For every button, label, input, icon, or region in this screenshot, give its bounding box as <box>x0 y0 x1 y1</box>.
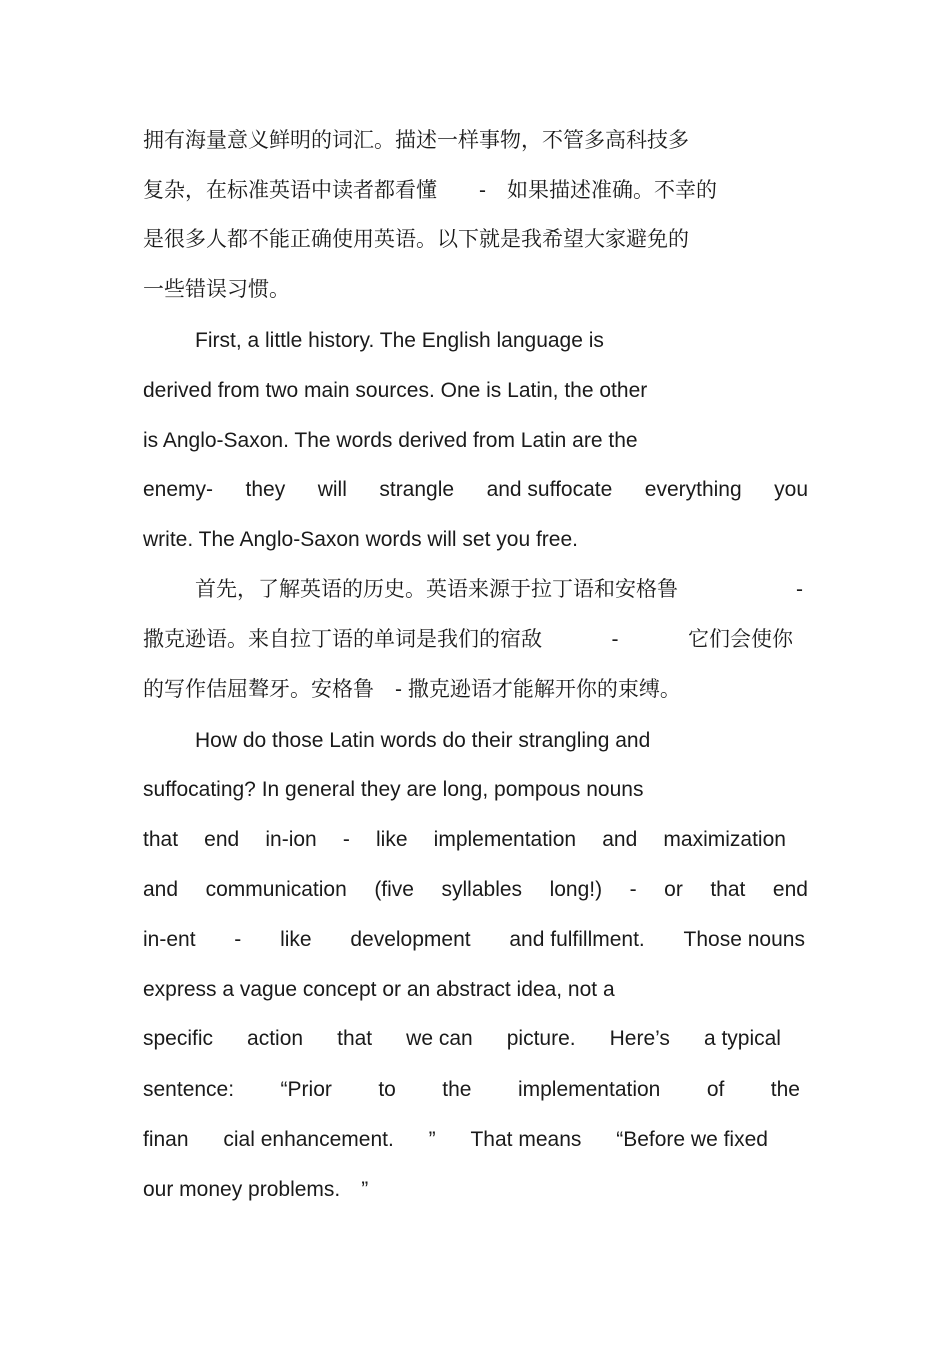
word: 撒克逊语。来自拉丁语的单词是我们的宿敌 <box>143 628 542 651</box>
paragraph-1-line-1: 拥有海量意义鲜明的词汇。描述一样事物，不管多高科技多 <box>143 129 689 152</box>
word: or <box>664 878 683 901</box>
paragraph-2-line-2: derived from two main sources. One is Latin, the other <box>143 379 648 402</box>
word: sentence: <box>143 1078 235 1101</box>
paragraph-4-line-1: How do those Latin words do their strangling and <box>195 729 651 752</box>
word: maximization <box>663 828 786 851</box>
word: cial enhancement. <box>223 1128 394 1151</box>
word: - <box>629 878 637 901</box>
word: picture. <box>506 1027 576 1050</box>
word: like <box>280 928 312 951</box>
word: of <box>706 1078 725 1101</box>
word: the <box>770 1078 800 1101</box>
paragraph-4-line-7 <box>143 1024 781 1054</box>
paragraph-2-line-3: is Anglo-Saxon. The words derived from Latin are the <box>143 429 638 452</box>
word: - <box>342 828 350 851</box>
word: and suffocate <box>486 478 613 501</box>
paragraph-1-line-2: 复杂，在标准英语中读者都看懂 - 如果描述准确。不幸的 <box>143 179 717 202</box>
paragraph-4-line-4 <box>143 875 808 905</box>
paragraph-2-line-1: First, a little history. The English language is <box>195 329 604 352</box>
word: - <box>796 578 803 601</box>
word: long!) <box>549 878 603 901</box>
word: specific <box>143 1027 214 1050</box>
paragraph-2-line-5: write. The Anglo-Saxon words will set you free. <box>143 528 578 551</box>
word: - <box>234 928 242 951</box>
word: implementation <box>433 828 577 851</box>
word: communication <box>205 878 347 901</box>
paragraph-3-line-2 <box>143 625 793 655</box>
word: and <box>143 878 179 901</box>
paragraph-3-line-1 <box>195 575 803 605</box>
paragraph-1-line-4: 一些错误习惯。 <box>143 278 290 301</box>
word: that <box>143 828 179 851</box>
paragraph-4-line-3 <box>143 825 786 855</box>
word: the <box>442 1078 472 1101</box>
word: “Prior <box>280 1078 332 1101</box>
paragraph-3-line-3: 的写作佶屈聱牙。安格鲁 - 撒克逊语才能解开你的束缚。 <box>143 678 681 701</box>
paragraph-4-line-6: express a vague concept or an abstract idea, not a <box>143 978 615 1001</box>
word: like <box>376 828 408 851</box>
paragraph-1-line-3: 是很多人都不能正确使用英语。以下就是我希望大家避免的 <box>143 228 689 251</box>
word: ” <box>428 1128 436 1151</box>
word: end <box>772 878 808 901</box>
word: to <box>378 1078 396 1101</box>
word: 它们会使你 <box>688 628 793 651</box>
word: - <box>611 628 619 651</box>
paragraph-4-line-5 <box>143 925 805 955</box>
word: will <box>317 478 347 501</box>
word: finan <box>143 1128 189 1151</box>
word: you <box>774 478 808 501</box>
word: that <box>337 1027 373 1050</box>
word: strangle <box>379 478 455 501</box>
paragraph-4-line-9 <box>143 1125 768 1155</box>
word: 首先，了解英语的历史。英语来源于拉丁语和安格鲁 <box>195 578 678 601</box>
word: Here’s <box>609 1027 670 1050</box>
word: “Before we fixed <box>616 1128 768 1151</box>
word: a typical <box>703 1027 781 1050</box>
word: and fulfillment. <box>509 928 645 951</box>
word: we can <box>406 1027 473 1050</box>
paragraph-4-line-2: suffocating? In general they are long, pompous nouns <box>143 778 644 801</box>
paragraph-2-line-4 <box>143 475 808 505</box>
paragraph-4-line-10: our money problems. ” <box>143 1178 369 1201</box>
word: implementation <box>517 1078 661 1101</box>
word: that <box>710 878 746 901</box>
paragraph-4-line-8 <box>143 1075 800 1105</box>
word: they <box>245 478 286 501</box>
word: development <box>350 928 471 951</box>
word: syllables <box>441 878 523 901</box>
word: (five <box>374 878 414 901</box>
word: and <box>602 828 638 851</box>
word: in-ent <box>143 928 196 951</box>
word: in-ion <box>265 828 317 851</box>
word: That means <box>470 1128 582 1151</box>
word: action <box>247 1027 304 1050</box>
word: end <box>204 828 240 851</box>
word: Those nouns <box>683 928 805 951</box>
word: enemy- <box>143 478 214 501</box>
word: everything <box>644 478 742 501</box>
